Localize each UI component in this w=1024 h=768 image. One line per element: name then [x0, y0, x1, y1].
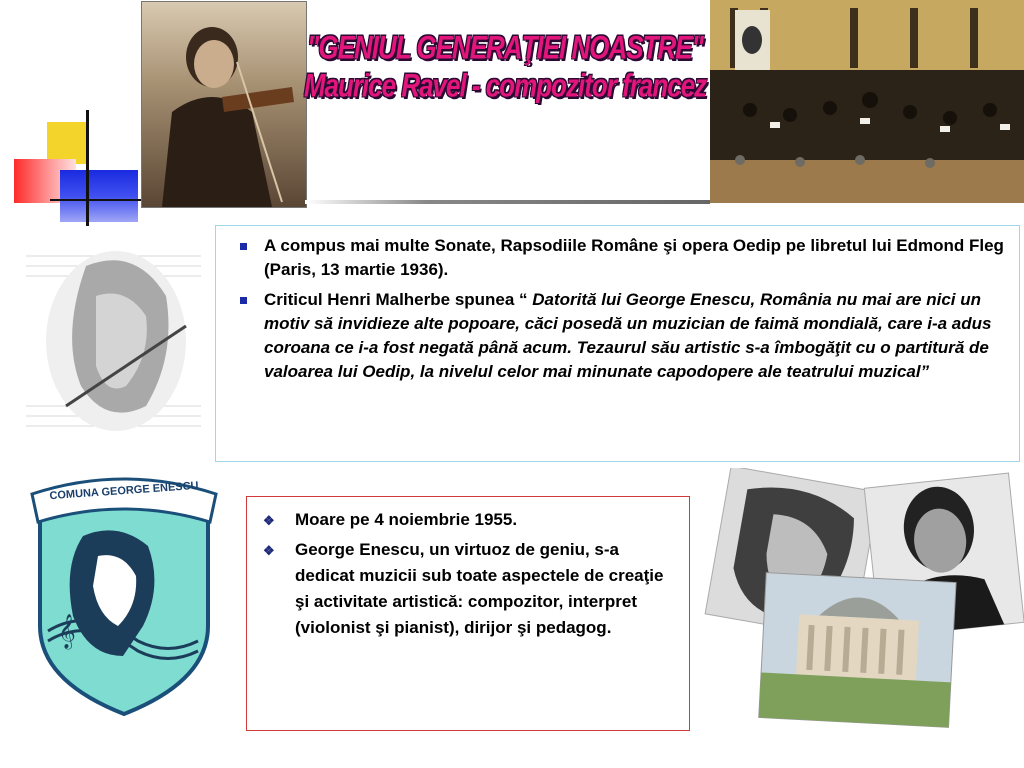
- orchestra-photo: [710, 0, 1024, 203]
- diamond-bullet-icon: ❖: [263, 543, 275, 558]
- summary-box: [246, 496, 690, 731]
- list-item: [261, 507, 679, 533]
- summary-list: [261, 507, 679, 641]
- decor-vertical-line: [86, 110, 89, 226]
- list-item: [234, 234, 1005, 282]
- violinist-photo: [141, 1, 307, 208]
- decor-yellow-square: [47, 122, 89, 164]
- square-bullet-icon: [240, 297, 247, 304]
- list-item-text: Moare pe 4 noiembrie 1955.: [295, 510, 518, 529]
- decor-horizontal-line: [50, 199, 142, 201]
- enescu-portrait-sketch: [26, 236, 201, 446]
- biography-list: [234, 234, 1005, 384]
- header-divider: [305, 200, 710, 204]
- square-bullet-icon: [240, 243, 247, 250]
- list-item-text: A compus mai multe Sonate, Rapsodiile Române şi opera Oedip pe libretul lui Edmond Fleg (Paris, 13 martie 1936).: [264, 236, 1004, 279]
- svg-text:𝄞: 𝄞: [58, 614, 76, 649]
- emblem-banner-text: COMUNA GEORGE ENESCU: [49, 479, 199, 503]
- page-subtitle: Maurice Ravel - compozitor francez: [303, 66, 707, 104]
- photo-collage: [697, 468, 1024, 728]
- title-block: [300, 28, 710, 104]
- biography-box: [215, 225, 1020, 462]
- quote-intro: Criticul Henri Malherbe spunea “: [264, 290, 533, 309]
- page-title: "GENIUL GENERAŢIEI NOASTRE": [307, 28, 703, 66]
- diamond-bullet-icon: ❖: [263, 513, 275, 528]
- list-item: [261, 537, 679, 641]
- list-item-text: George Enescu, un virtuoz de geniu, s-a dedicat muzicii sub toate aspectele de creaţie şi activitate artistică: compozitor, interpret (violonist şi pianist), dirijor şi pedagog.: [295, 540, 664, 637]
- commune-emblem: [28, 466, 220, 722]
- decor-blue-rectangle: [60, 170, 138, 222]
- list-item: [234, 288, 1005, 384]
- quote-text: Datorită lui George Enescu, România nu mai are nici un motiv să invidieze alte popoare, căci posedă un muzician de faimă mondială, care i-a adus coroana ce i-a fost negată până acum. Tezaurul său artistic s-a îmbogăţit cu o partitură de valoarea lui Oedip, la nivelul celor mai minunate capodopere ale teatrului muzical”: [264, 290, 992, 381]
